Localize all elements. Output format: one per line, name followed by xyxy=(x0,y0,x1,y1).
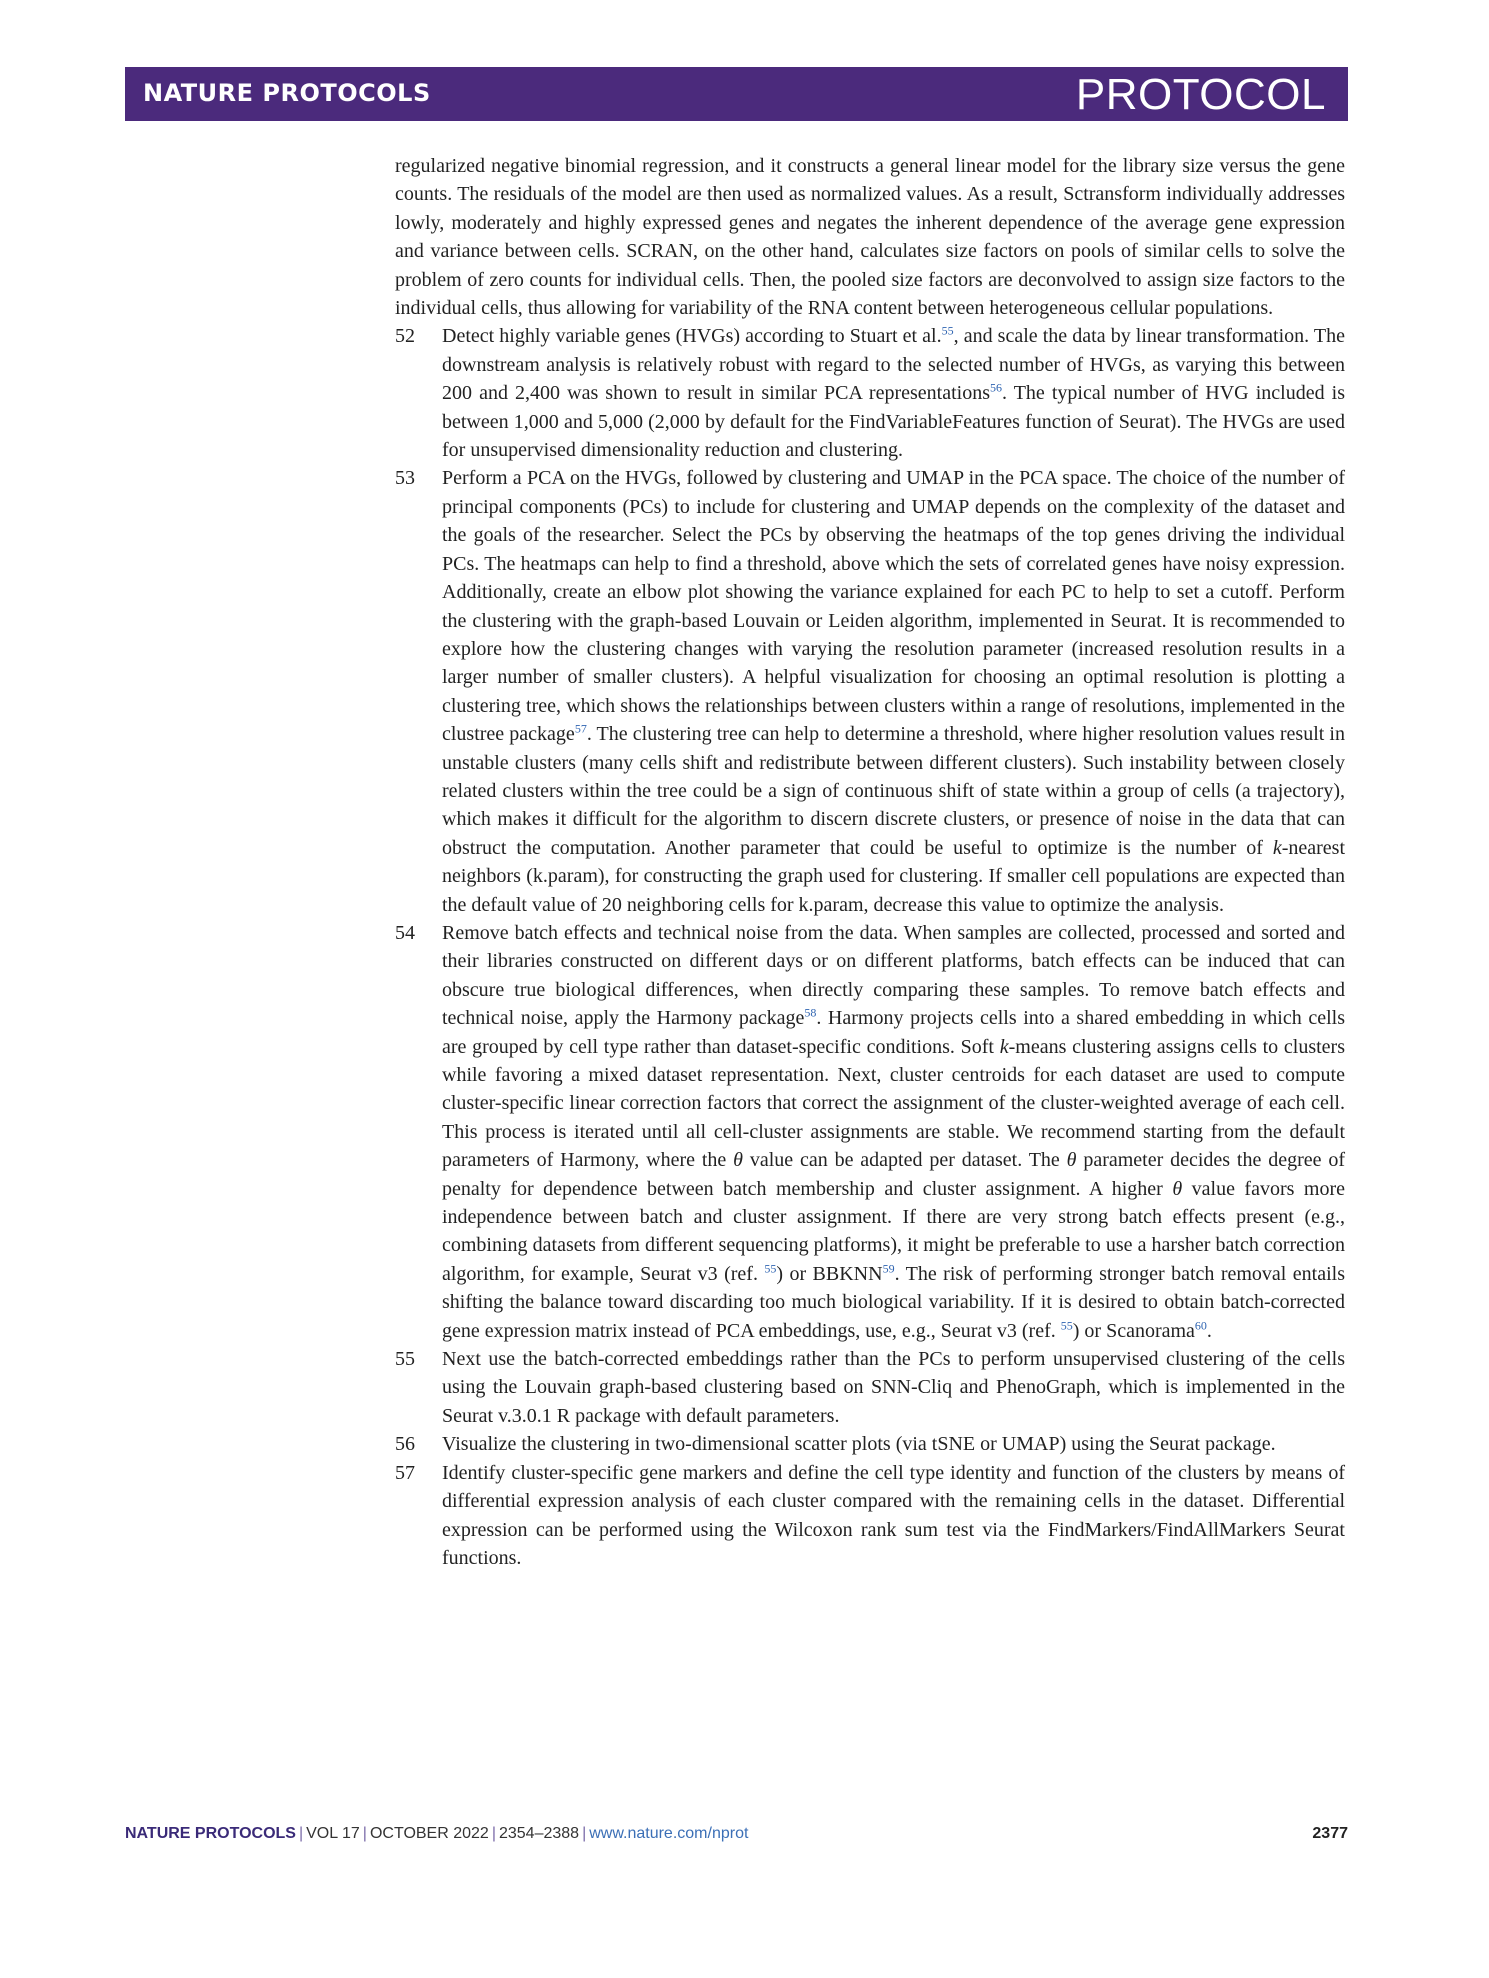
journal-name: NATURE PROTOCOLS xyxy=(143,79,431,107)
reference-link[interactable]: 58 xyxy=(804,1005,817,1020)
footer-url-link[interactable]: www.nature.com/nprot xyxy=(589,1825,749,1842)
reference-link[interactable]: 55 xyxy=(764,1261,777,1276)
step-text: . The typical number of HVG included is between 1,000 and 5,000 (2,000 by default for the FindVariableFeatures function of Seurat). The HVGs are used for unsupervised dimensionality reduction and clustering. xyxy=(442,382,1345,462)
step-53 xyxy=(395,464,1345,919)
reference-link[interactable]: 57 xyxy=(574,721,587,736)
reference-link[interactable]: 60 xyxy=(1194,1318,1207,1332)
page-footer xyxy=(125,1825,1348,1851)
italic-term: k xyxy=(1272,836,1282,859)
step-text: . Harmony projects cells into a shared embedding in which cells are grouped by cell type rather than dataset-specific conditions. Soft xyxy=(442,1007,1345,1058)
article-type: PROTOCOL xyxy=(1075,70,1326,119)
header-banner xyxy=(125,67,1348,121)
footer-volume: VOL 17 xyxy=(306,1825,360,1842)
footer-separator: | xyxy=(582,1825,587,1842)
step-text: Perform a PCA on the HVGs, followed by clustering and UMAP in the PCA space. The choice of the number of principal components (PCs) to include for clustering and UMAP depends on the complexity of the dataset and the goals of the researcher. Select the PCs by observing the heatmaps of the top genes driving the individual PCs. The heatmaps can help to find a threshold, above which the sets of correlated genes have noisy expression. Additionally, create an elbow plot showing the variance explained for each PC to help to set a cutoff. Perform the clustering with the graph-based Louvain or Leiden algorithm, implemented in Seurat. It is recommended to explore how the clustering changes with varying the resolution parameter (increased resolution results in a larger number of smaller clusters). A helpful visualization for choosing an optimal resolution is plotting a clustering tree, which shows the relationships between clusters within a range of resolutions, implemented in the clustree package xyxy=(442,467,1345,746)
step-number: 57 xyxy=(395,1461,415,1484)
step-text: Remove batch effects and technical noise from the data. When samples are collected, processed and sorted and their libraries constructed on different days or on different platforms, batch effects can be induced that can obscure true biological differences, when directly comparing these samples. To remove batch effects and technical noise, apply the Harmony package xyxy=(442,921,1345,1030)
step-text: , and scale the data by linear transformation. The downstream analysis is relatively robust with regard to the selected number of HVGs, as varying this between 200 and 2,400 was shown to result in similar PCA representations xyxy=(442,325,1345,405)
step-text: value can be adapted per dataset. The xyxy=(742,1149,1067,1172)
footer-citation xyxy=(125,1825,748,1843)
italic-term: k xyxy=(999,1035,1009,1058)
footer-separator: | xyxy=(362,1825,367,1842)
step-54 xyxy=(395,919,1345,1345)
step-text: Detect highly variable genes (HVGs) according to Stuart et al. xyxy=(442,325,942,348)
step-55 xyxy=(395,1345,1345,1430)
footer-pages: 2354–2388 xyxy=(498,1825,580,1842)
footer-separator: | xyxy=(298,1825,304,1842)
step-text: Identify cluster-specific gene markers and define the cell type identity and function of the clusters by means of differential expression analysis of each cluster compared with the remaining cells in the dataset. Differential expression can be performed using the Wilcoxon rank sum test via the FindMarkers/FindAllMarkers Seurat functions. xyxy=(442,1461,1345,1569)
reference-link[interactable]: 55 xyxy=(941,323,954,338)
footer-separator: | xyxy=(491,1825,496,1842)
step-number: 53 xyxy=(395,467,415,490)
step-text: Next use the batch-corrected embeddings rather than the PCs to perform unsupervised clustering of the cells using the Louvain graph-based clustering based on SNN-Cliq and PhenoGraph, which is implemented in the Seurat v.3.0.1 R package with default parameters. xyxy=(442,1348,1345,1427)
step-52 xyxy=(395,322,1345,464)
italic-term: θ xyxy=(1172,1177,1183,1200)
footer-journal: NATURE PROTOCOLS xyxy=(125,1825,296,1842)
italic-term: θ xyxy=(733,1149,743,1172)
step-text: value favors more independence between batch and cluster assignment. If there are very strong batch effects present (e.g., combining datasets from different sequencing platforms), it might be preferable to use a harsher batch correction algorithm, for example, Seurat v3 (ref. xyxy=(442,1177,1346,1285)
reference-link[interactable]: 56 xyxy=(989,380,1002,395)
step-text: . The risk of performing stronger batch removal entails shifting the balance toward discarding too much biological variability. If it is desired to obtain batch-corrected gene expression matrix instead of PCA embeddings, use, e.g., Seurat v3 (ref. xyxy=(442,1262,1345,1342)
step-number: 52 xyxy=(395,325,415,348)
step-text: ) or Scanorama xyxy=(1072,1319,1195,1342)
page-number: 2377 xyxy=(1312,1825,1348,1842)
step-number: 55 xyxy=(395,1348,415,1371)
article-body xyxy=(395,152,1345,1572)
reference-link[interactable]: 55 xyxy=(1060,1318,1073,1332)
step-number: 56 xyxy=(395,1433,415,1456)
step-text: -nearest neighbors (k.param), for constructing the graph used for clustering. If smaller cell populations are expected than the default value of 20 neighboring cells for k.param, decrease this value to optimize the analysis. xyxy=(442,836,1345,916)
step-text: -means clustering assigns cells to clusters while favoring a mixed dataset representation. Next, cluster centroids for each dataset are used to compute cluster-specific linear correction factors that correct the assignment of the cluster-weighted average of each cell. This process is iterated until all cell-cluster assignments are stable. We recommend starting from the default parameters of Harmony, where the xyxy=(442,1035,1345,1172)
step-56 xyxy=(395,1430,1345,1458)
step-text: parameter decides the degree of penalty for dependence between batch membership and cluster assignment. A higher xyxy=(442,1149,1345,1200)
step-text: . The clustering tree can help to determine a threshold, where higher resolution values result in unstable clusters (many cells shift and redistribute between different clusters). Such instability between closely related clusters within the tree could be a sign of continuous shift of state within a group of cells (a trajectory), which makes it difficult for the algorithm to discern discrete clusters, or presence of noise in the data that can obstruct the computation. Another parameter that could be useful to optimize is the number of xyxy=(442,723,1345,859)
step-text: . xyxy=(1206,1319,1212,1342)
step-text: ) or BBKNN xyxy=(776,1262,883,1285)
step-number: 54 xyxy=(395,921,415,944)
reference-link[interactable]: 59 xyxy=(882,1261,895,1276)
step-text: Visualize the clustering in two-dimensional scatter plots (via tSNE or UMAP) using the Seurat package. xyxy=(442,1433,1276,1456)
footer-date: OCTOBER 2022 xyxy=(369,1825,489,1842)
italic-term: θ xyxy=(1066,1149,1077,1172)
step-57 xyxy=(395,1459,1345,1573)
intro-paragraph: regularized negative binomial regression, and it constructs a general linear model for the library size versus the gene counts. The residuals of the model are then used as normalized values. As a result, Sctransform individually addresses lowly, moderately and highly expressed genes and negates the inherent dependence of the average gene expression and variance between cells. SCRAN, on the other hand, calculates size factors on pools of similar cells to solve the problem of zero counts for individual cells. Then, the pooled size factors are deconvolved to assign size factors to the individual cells, thus allowing for variability of the RNA content between heterogeneous cellular populations. xyxy=(395,155,1345,320)
